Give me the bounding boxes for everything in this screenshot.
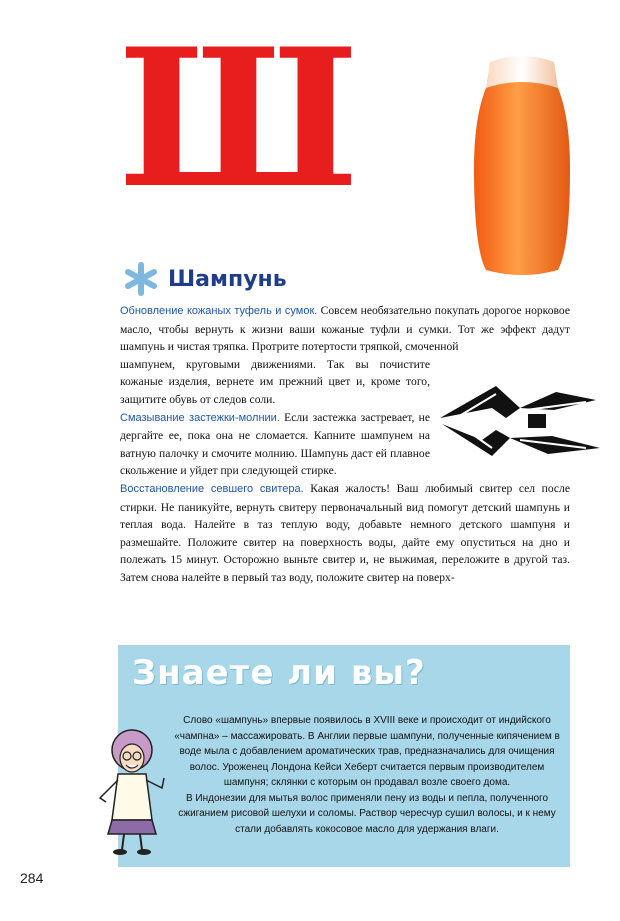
did-you-know-paragraph-2: В Индонезии для мытья волос применяли пену из воды и пепла, полученного сжиганием рисовой шелухи и соломы. Раствор чересчур сушил волосы, и к нему стали добавлять кокосовое масло для удержания влаги. [178, 792, 556, 835]
did-you-know-title: Знаете ли вы? [132, 653, 426, 693]
zipper-icon [436, 378, 604, 464]
paragraph-sweater [120, 480, 570, 587]
shampoo-bottle-icon [462, 48, 582, 278]
text-zipper: Если застежка застревает, не дергайте ее, пока она не сломается. Капните шампунем на ватную палочку и смочите молнию. Шампунь даст ей плавное скольжение и уйдет при следующей стирке. [120, 410, 430, 478]
section-title: Шампунь [168, 266, 287, 292]
cartoon-woman-icon [94, 728, 170, 856]
did-you-know-box [118, 645, 570, 867]
lead-shoes: Обновление кожаных туфель и сумок. [120, 305, 318, 317]
did-you-know-paragraph-1: Слово «шампунь» впервые появилось в XVIII веке и происходит от индийского «чампна» – массажировать. В Англии первые шампуни, полученные кипячением в воде мыла с добавлением ароматических трав, предназначались для очищения волос. Уроженец Лондона Кейси Хеберт считается первым производителем шампуня; склянки с которым он продавал возле своего дома. [174, 715, 560, 788]
page-number: 284 [20, 870, 44, 886]
asterisk-icon [124, 262, 158, 296]
text-shoes-narrow: шампунем, круговыми движениями. Так вы почистите кожаные изделия, вернете им прежний цвет и, кроме того, защитите обувь от следов соли. [120, 357, 430, 406]
did-you-know-text [174, 713, 560, 837]
text-sweater: Какая жалость! Ваш любимый свитер сел после стирки. Не паникуйте, вернуть свитеру первоначальный вид помогут детский шампунь и теплая вода. Налейте в таз теплую воду, добавьте немного детского шампуня и размешайте. Положите свитер на поверхность воды, дайте ему опуститься на дно и полежать 15 минут. Осторожно выньте свитер и, не выжимая, переложите в другой таз. Затем снова налейте в первый таз воду, положите свитер на поверх- [120, 481, 570, 584]
text-shoes-wide: Совсем необязательно покупать дорогое норковое масло, чтобы вернуть к жизни ваши кожаные туфли и сумки. Тот же эффект дадут шампунь и чистая тряпка. Протрите потертости тряпкой, смоченной [120, 304, 571, 354]
lead-zipper: Смазывание застежки-молнии. [120, 411, 280, 424]
paragraph-shoes [120, 302, 570, 356]
lead-sweater: Восстановление севшего свитера. [120, 482, 304, 495]
big-letter: Ш [118, 7, 355, 230]
section-heading [124, 262, 287, 296]
paragraph-zipper [120, 409, 430, 480]
